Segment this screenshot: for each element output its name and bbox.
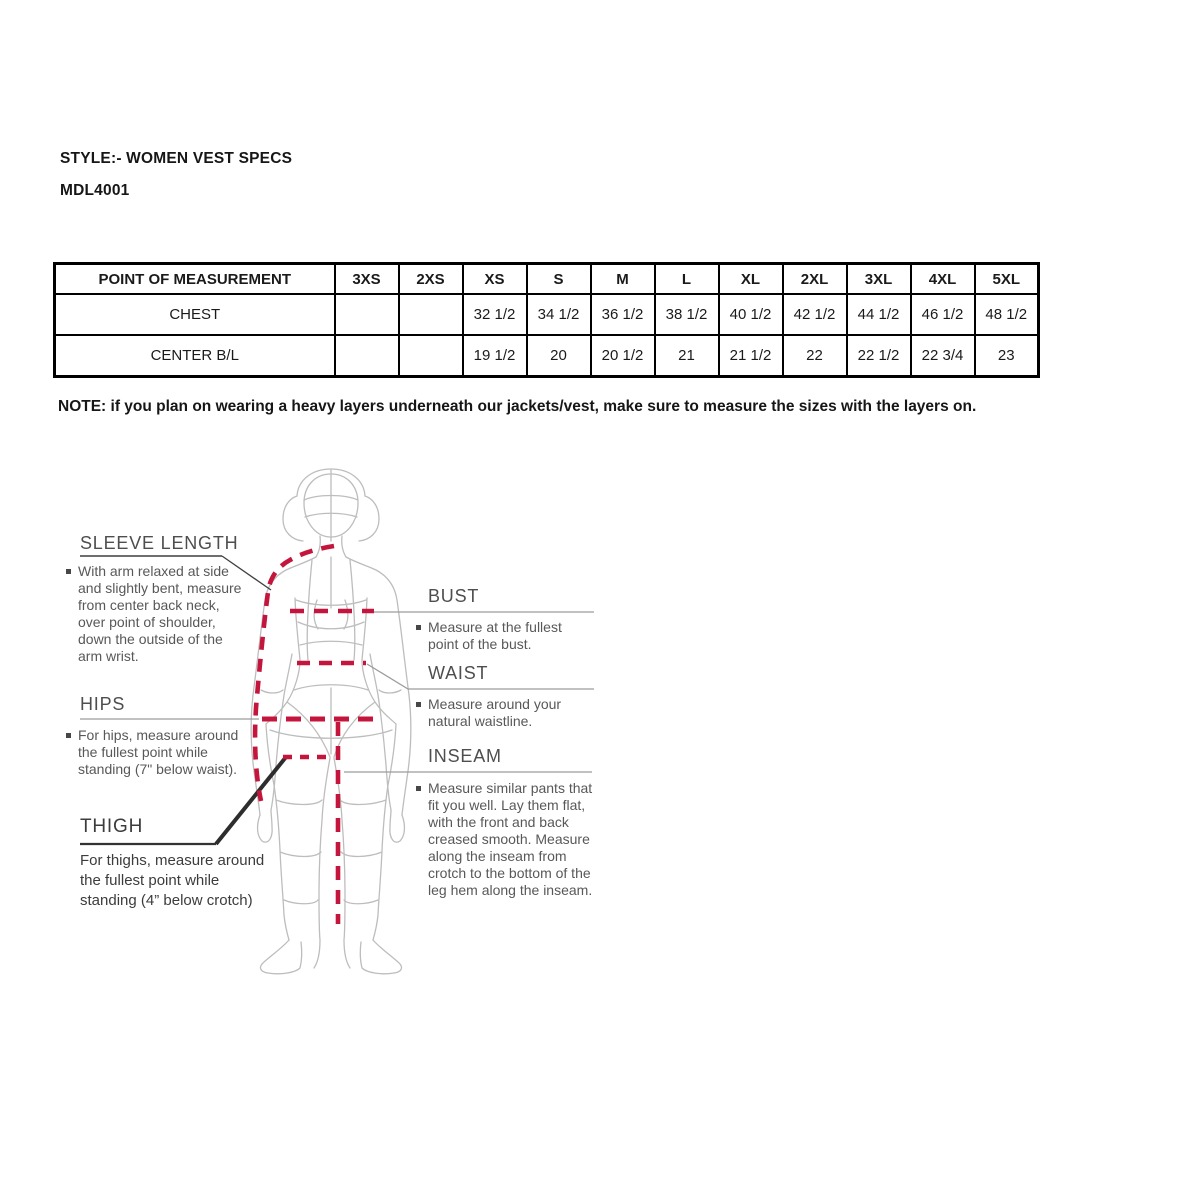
cell: [399, 294, 463, 335]
cell: 46 1/2: [911, 294, 975, 335]
table-row-chest: [55, 294, 1039, 335]
cell: [335, 294, 399, 335]
sleeve-length-description: [66, 563, 246, 665]
column-header: 3XS: [335, 264, 399, 295]
cell: 40 1/2: [719, 294, 783, 335]
bullet-icon: [416, 702, 421, 707]
cell: 22 1/2: [847, 335, 911, 377]
column-header: M: [591, 264, 655, 295]
bust-description: [416, 619, 584, 653]
cell: 21: [655, 335, 719, 377]
cell: 48 1/2: [975, 294, 1039, 335]
cell: 42 1/2: [783, 294, 847, 335]
cell: 36 1/2: [591, 294, 655, 335]
inseam-title: INSEAM: [428, 746, 502, 766]
sleeve-length-title: SLEEVE LENGTH: [80, 533, 239, 553]
hips-title: HIPS: [80, 694, 126, 714]
bullet-icon: [66, 733, 71, 738]
waist-title: WAIST: [428, 663, 489, 683]
inseam-text: Measure similar pants that fit you well. Lay them flat, with the front and back creased smooth. Measure along the inseam from crotch to the bottom of the leg hem along the inseam.: [428, 780, 593, 898]
column-header: L: [655, 264, 719, 295]
cell: 20: [527, 335, 591, 377]
hips-text: For hips, measure around the fullest point while standing (7" below waist).: [78, 727, 239, 777]
bullet-icon: [416, 786, 421, 791]
cell: 38 1/2: [655, 294, 719, 335]
cell: 23: [975, 335, 1039, 377]
cell: 32 1/2: [463, 294, 527, 335]
column-header: 3XL: [847, 264, 911, 295]
cell: 20 1/2: [591, 335, 655, 377]
cell: 19 1/2: [463, 335, 527, 377]
model-code: MDL4001: [60, 182, 130, 199]
column-header: XL: [719, 264, 783, 295]
bust-title: BUST: [428, 586, 480, 606]
thigh-description: [80, 851, 265, 911]
size-table: [53, 262, 1040, 378]
inseam-description: [416, 780, 602, 899]
column-header: 2XL: [783, 264, 847, 295]
column-header: XS: [463, 264, 527, 295]
row-label: CENTER B/L: [55, 335, 335, 377]
column-header: 2XS: [399, 264, 463, 295]
bullet-icon: [416, 625, 421, 630]
cell: 21 1/2: [719, 335, 783, 377]
cell: 22 3/4: [911, 335, 975, 377]
bullet-icon: [66, 569, 71, 574]
bust-text: Measure at the fullest point of the bust.: [428, 619, 562, 652]
column-header: S: [527, 264, 591, 295]
note-text: NOTE: if you plan on wearing a heavy layers underneath our jackets/vest, make sure to measure the sizes with the layers on.: [58, 398, 977, 415]
cell: [399, 335, 463, 377]
column-header: 4XL: [911, 264, 975, 295]
column-header: POINT OF MEASUREMENT: [55, 264, 335, 295]
thigh-title: THIGH: [80, 816, 144, 837]
cell: 22: [783, 335, 847, 377]
row-label: CHEST: [55, 294, 335, 335]
cell: 44 1/2: [847, 294, 911, 335]
column-header: 5XL: [975, 264, 1039, 295]
sleeve-length-text: With arm relaxed at side and slightly bent, measure from center back neck, over point of shoulder, down the outside of the arm wrist.: [78, 563, 242, 664]
cell: [335, 335, 399, 377]
table-row-center-bl: [55, 335, 1039, 377]
table-header-row: [55, 264, 1039, 295]
thigh-text: For thighs, measure around the fullest point while standing (4” below crotch): [80, 852, 265, 909]
sleeve-measure-line: [255, 546, 334, 801]
cell: 34 1/2: [527, 294, 591, 335]
hips-description: [66, 727, 246, 778]
style-title: STYLE:- WOMEN VEST SPECS: [60, 150, 293, 167]
waist-text: Measure around your natural waistline.: [428, 696, 562, 729]
waist-description: [416, 696, 588, 730]
